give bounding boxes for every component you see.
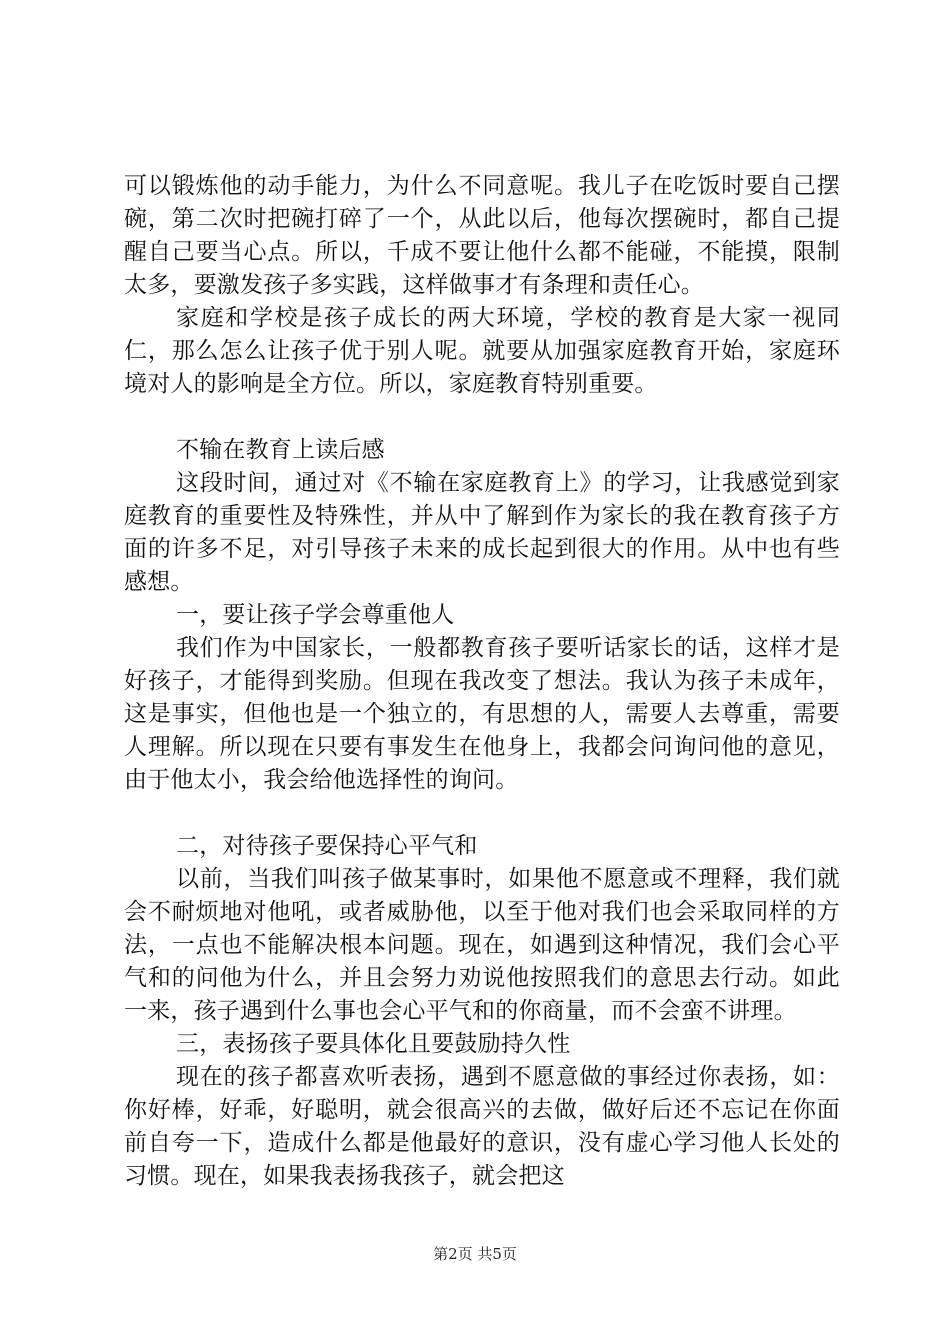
heading-respect: 一，要让孩子学会尊重他人 [176,602,455,628]
paragraph-family-school: 家庭和学校是孩子成长的两大环境，学校的教育是大家一视同仁，那么怎么让孩子优于别人呢。就要从加强家庭教育开始，家庭环境对人的影响是全方位。所以，家庭教育特别重要。 [124,305,840,397]
paragraph-continuation: 可以锻炼他的动手能力，为什么不同意呢。我儿子在吃饭时要自己摆碗，第二次时把碗打碎了一个，从此以后，他每次摆碗时，都自己提醒自己要当心点。所以，千成不要让他什么都不能碰，不能摸，限制太多，要激发孩子多实践，这样做事才有条理和责任心。 [124,173,840,298]
section-title: 不输在教育上读后感 [176,437,385,463]
heading-praise: 三，表扬孩子要具体化且要鼓励持久性 [176,1031,571,1057]
heading-calm: 二，对待孩子要保持心平气和 [176,833,478,859]
paragraph-praise: 现在的孩子都喜欢听表扬，遇到不愿意做的事经过你表扬，如：你好棒，好乖，好聪明，就会很高兴的去做，做好后还不忘记在你面前自夸一下，造成什么都是他最好的意识，没有虚心学习他人长处的习惯。现在，如果我表扬我孩子，就会把这 [124,1064,840,1189]
page-number-footer: 第2页 共5页 [433,1245,517,1263]
paragraph-intro: 这段时间，通过对《不输在家庭教育上》的学习，让我感觉到家庭教育的重要性及特殊性，并从中了解到作为家长的我在教育孩子方面的许多不足，对引导孩子未来的成长起到很大的作用。从中也有些感想。 [124,470,840,595]
paragraph-respect: 我们作为中国家长，一般都教育孩子要听话家长的话，这样才是好孩子，才能得到奖励。但现在我改变了想法。我认为孩子未成年，这是事实，但他也是一个独立的，有思想的人，需要人去尊重，需要人理解。所以现在只要有事发生在他身上，我都会问询问他的意见，由于他太小，我会给他选择性的询问。 [124,635,840,793]
paragraph-calm: 以前，当我们叫孩子做某事时，如果他不愿意或不理释，我们就会不耐烦地对他吼，或者威胁他，以至于他对我们也会采取同样的方法，一点也不能解决根本问题。现在，如遇到这种情况，我们会心平气和的问他为什么，并且会努力劝说他按照我们的意思去行动。如此一来，孩子遇到什么事也会心平气和的你商量，而不会蛮不讲理。 [124,866,840,1024]
document-body [124,170,840,1193]
